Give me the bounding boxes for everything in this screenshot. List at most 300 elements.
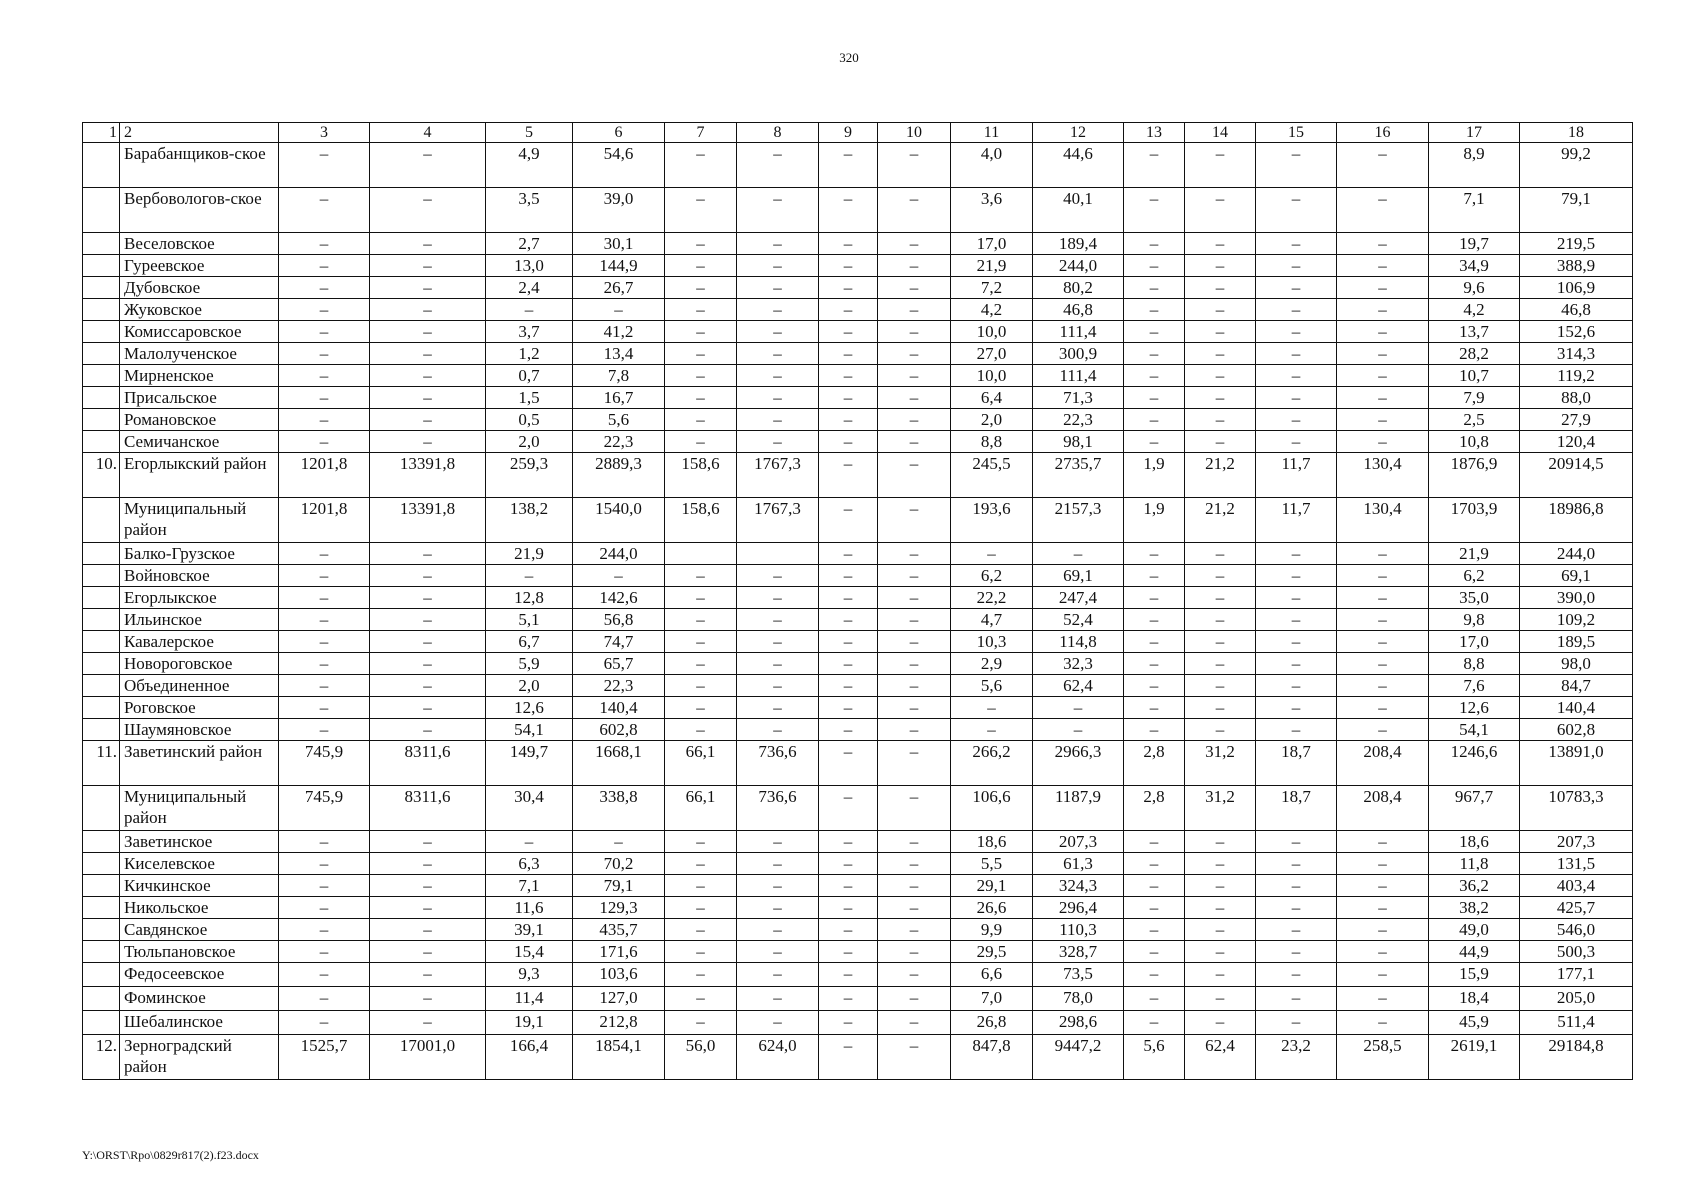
row-number-cell: [83, 653, 120, 675]
value-cell: –: [878, 321, 951, 343]
row-name-cell: Киселевское: [120, 853, 279, 875]
value-cell: –: [878, 675, 951, 697]
value-cell: 602,8: [1520, 719, 1633, 741]
value-cell: –: [665, 321, 737, 343]
value-cell: 8311,6: [370, 741, 486, 786]
value-cell: –: [1256, 875, 1337, 897]
value-cell: 546,0: [1520, 919, 1633, 941]
value-cell: –: [819, 919, 878, 941]
row-number-cell: [83, 498, 120, 543]
value-cell: –: [737, 987, 819, 1011]
value-cell: –: [1256, 587, 1337, 609]
table-row: [83, 786, 1633, 831]
value-cell: –: [370, 941, 486, 963]
value-cell: –: [1185, 255, 1256, 277]
value-cell: –: [1185, 719, 1256, 741]
value-cell: –: [737, 653, 819, 675]
value-cell: 30,1: [573, 233, 665, 255]
value-cell: –: [370, 255, 486, 277]
value-cell: –: [819, 277, 878, 299]
value-cell: 189,5: [1520, 631, 1633, 653]
value-cell: 61,3: [1033, 853, 1124, 875]
value-cell: 208,4: [1337, 741, 1429, 786]
value-cell: –: [1185, 853, 1256, 875]
value-cell: –: [1337, 697, 1429, 719]
value-cell: –: [1337, 875, 1429, 897]
value-cell: –: [1124, 919, 1185, 941]
column-header: 11: [951, 123, 1033, 143]
value-cell: 7,6: [1429, 675, 1520, 697]
value-cell: 247,4: [1033, 587, 1124, 609]
value-cell: –: [370, 1011, 486, 1035]
value-cell: –: [1185, 631, 1256, 653]
row-name-cell: Савдянское: [120, 919, 279, 941]
value-cell: 3,7: [486, 321, 573, 343]
value-cell: 17,0: [951, 233, 1033, 255]
value-cell: –: [486, 299, 573, 321]
value-cell: 8,8: [951, 431, 1033, 453]
value-cell: –: [1124, 431, 1185, 453]
value-cell: 152,6: [1520, 321, 1633, 343]
value-cell: –: [279, 543, 370, 565]
value-cell: –: [1185, 143, 1256, 188]
row-name-cell: Фоминское: [120, 987, 279, 1011]
value-cell: –: [878, 277, 951, 299]
value-cell: –: [878, 987, 951, 1011]
value-cell: –: [370, 587, 486, 609]
value-cell: 39,0: [573, 188, 665, 233]
value-cell: –: [1124, 409, 1185, 431]
value-cell: 11,6: [486, 897, 573, 919]
value-cell: –: [1256, 233, 1337, 255]
value-cell: –: [1337, 587, 1429, 609]
value-cell: 8311,6: [370, 786, 486, 831]
value-cell: –: [370, 409, 486, 431]
value-cell: 4,9: [486, 143, 573, 188]
value-cell: 98,0: [1520, 653, 1633, 675]
value-cell: –: [665, 255, 737, 277]
value-cell: –: [370, 653, 486, 675]
value-cell: –: [878, 233, 951, 255]
row-number-cell: [83, 543, 120, 565]
value-cell: –: [1337, 609, 1429, 631]
value-cell: 5,6: [573, 409, 665, 431]
value-cell: 435,7: [573, 919, 665, 941]
value-cell: –: [737, 609, 819, 631]
table-row: [83, 719, 1633, 741]
value-cell: –: [573, 565, 665, 587]
value-cell: –: [1337, 1011, 1429, 1035]
column-header: 9: [819, 123, 878, 143]
value-cell: –: [1185, 543, 1256, 565]
value-cell: –: [1185, 565, 1256, 587]
value-cell: 13,4: [573, 343, 665, 365]
table-row: [83, 1011, 1633, 1035]
value-cell: 84,7: [1520, 675, 1633, 697]
value-cell: –: [1256, 321, 1337, 343]
value-cell: 13391,8: [370, 498, 486, 543]
row-number-cell: [83, 719, 120, 741]
value-cell: 11,8: [1429, 853, 1520, 875]
value-cell: –: [819, 897, 878, 919]
value-cell: 7,9: [1429, 387, 1520, 409]
value-cell: 2,7: [486, 233, 573, 255]
value-cell: –: [951, 719, 1033, 741]
value-cell: –: [370, 343, 486, 365]
row-name-cell: Егорлыкское: [120, 587, 279, 609]
value-cell: –: [819, 941, 878, 963]
value-cell: –: [878, 941, 951, 963]
value-cell: –: [1124, 609, 1185, 631]
row-number-cell: [83, 587, 120, 609]
value-cell: –: [1185, 697, 1256, 719]
value-cell: –: [1124, 387, 1185, 409]
value-cell: 847,8: [951, 1035, 1033, 1080]
value-cell: –: [370, 963, 486, 987]
value-cell: –: [1256, 697, 1337, 719]
value-cell: 54,6: [573, 143, 665, 188]
header-row: [83, 123, 1633, 143]
row-number-cell: [83, 897, 120, 919]
value-cell: –: [665, 631, 737, 653]
row-name-cell: Комиссаровское: [120, 321, 279, 343]
value-cell: 4,2: [1429, 299, 1520, 321]
row-name-cell: Присальское: [120, 387, 279, 409]
value-cell: 26,8: [951, 1011, 1033, 1035]
value-cell: 111,4: [1033, 365, 1124, 387]
value-cell: –: [1185, 299, 1256, 321]
value-cell: –: [1185, 343, 1256, 365]
value-cell: 6,6: [951, 963, 1033, 987]
value-cell: 208,4: [1337, 786, 1429, 831]
table-row: [83, 565, 1633, 587]
value-cell: –: [878, 365, 951, 387]
value-cell: –: [279, 143, 370, 188]
value-cell: 26,7: [573, 277, 665, 299]
value-cell: –: [737, 277, 819, 299]
value-cell: –: [819, 875, 878, 897]
value-cell: 5,5: [951, 853, 1033, 875]
value-cell: –: [737, 431, 819, 453]
value-cell: –: [370, 299, 486, 321]
value-cell: –: [1185, 941, 1256, 963]
value-cell: 79,1: [1520, 188, 1633, 233]
footer-file-path: Y:\ORST\Rpo\0829r817(2).f23.docx: [82, 1148, 259, 1162]
value-cell: 1,9: [1124, 453, 1185, 498]
value-cell: 2,8: [1124, 786, 1185, 831]
value-cell: –: [878, 786, 951, 831]
value-cell: –: [1337, 409, 1429, 431]
value-cell: 140,4: [573, 697, 665, 719]
value-cell: 9447,2: [1033, 1035, 1124, 1080]
value-cell: 62,4: [1185, 1035, 1256, 1080]
value-cell: –: [1256, 853, 1337, 875]
value-cell: –: [370, 233, 486, 255]
value-cell: 8,8: [1429, 653, 1520, 675]
value-cell: –: [486, 831, 573, 853]
value-cell: 2157,3: [1033, 498, 1124, 543]
value-cell: –: [819, 831, 878, 853]
value-cell: 18,7: [1256, 741, 1337, 786]
data-table-container: [82, 122, 1633, 1080]
table-row: [83, 609, 1633, 631]
value-cell: –: [279, 387, 370, 409]
value-cell: –: [878, 431, 951, 453]
row-number-cell: [83, 277, 120, 299]
value-cell: –: [1185, 233, 1256, 255]
value-cell: 171,6: [573, 941, 665, 963]
value-cell: –: [737, 299, 819, 321]
value-cell: –: [1256, 831, 1337, 853]
value-cell: –: [1185, 387, 1256, 409]
value-cell: –: [279, 431, 370, 453]
value-cell: –: [1256, 365, 1337, 387]
table-row: [83, 277, 1633, 299]
value-cell: –: [819, 233, 878, 255]
value-cell: –: [1337, 188, 1429, 233]
value-cell: 3,5: [486, 188, 573, 233]
value-cell: 144,9: [573, 255, 665, 277]
value-cell: –: [1256, 631, 1337, 653]
column-header: 4: [370, 123, 486, 143]
value-cell: –: [1337, 233, 1429, 255]
value-cell: –: [279, 697, 370, 719]
value-cell: 0,5: [486, 409, 573, 431]
row-name-cell: Егорлыкский район: [120, 453, 279, 498]
row-name-cell: Тюльпановское: [120, 941, 279, 963]
value-cell: –: [1256, 387, 1337, 409]
row-number-cell: [83, 697, 120, 719]
value-cell: –: [279, 631, 370, 653]
value-cell: 12,6: [486, 697, 573, 719]
value-cell: 46,8: [1033, 299, 1124, 321]
row-name-cell: Гуреевское: [120, 255, 279, 277]
value-cell: 120,4: [1520, 431, 1633, 453]
row-number-cell: [83, 786, 120, 831]
value-cell: 21,2: [1185, 453, 1256, 498]
value-cell: –: [878, 631, 951, 653]
value-cell: 244,0: [1520, 543, 1633, 565]
value-cell: –: [1337, 719, 1429, 741]
row-number-cell: [83, 875, 120, 897]
value-cell: 425,7: [1520, 897, 1633, 919]
value-cell: –: [1256, 543, 1337, 565]
value-cell: –: [1256, 653, 1337, 675]
value-cell: –: [1185, 431, 1256, 453]
value-cell: 127,0: [573, 987, 665, 1011]
value-cell: –: [737, 853, 819, 875]
value-cell: 624,0: [737, 1035, 819, 1080]
value-cell: –: [1256, 919, 1337, 941]
value-cell: –: [1256, 1011, 1337, 1035]
row-number-cell: [83, 143, 120, 188]
value-cell: –: [1124, 631, 1185, 653]
value-cell: –: [279, 365, 370, 387]
value-cell: 4,2: [951, 299, 1033, 321]
row-name-cell: Муниципальный район: [120, 786, 279, 831]
value-cell: 6,7: [486, 631, 573, 653]
value-cell: 1540,0: [573, 498, 665, 543]
value-cell: –: [1256, 143, 1337, 188]
value-cell: –: [737, 719, 819, 741]
value-cell: 140,4: [1520, 697, 1633, 719]
value-cell: –: [486, 565, 573, 587]
value-cell: –: [1185, 897, 1256, 919]
value-cell: 56,0: [665, 1035, 737, 1080]
value-cell: –: [279, 409, 370, 431]
value-cell: 39,1: [486, 919, 573, 941]
row-number-cell: [83, 853, 120, 875]
value-cell: 56,8: [573, 609, 665, 631]
table-row: [83, 897, 1633, 919]
value-cell: –: [1124, 675, 1185, 697]
value-cell: –: [737, 919, 819, 941]
value-cell: 2735,7: [1033, 453, 1124, 498]
value-cell: 69,1: [1520, 565, 1633, 587]
value-cell: 130,4: [1337, 453, 1429, 498]
value-cell: 2619,1: [1429, 1035, 1520, 1080]
value-cell: 149,7: [486, 741, 573, 786]
value-cell: –: [878, 587, 951, 609]
value-cell: –: [878, 919, 951, 941]
value-cell: –: [878, 963, 951, 987]
row-number-cell: [83, 963, 120, 987]
value-cell: 13891,0: [1520, 741, 1633, 786]
value-cell: –: [370, 387, 486, 409]
value-cell: –: [819, 543, 878, 565]
value-cell: –: [665, 277, 737, 299]
value-cell: 7,0: [951, 987, 1033, 1011]
value-cell: 10,3: [951, 631, 1033, 653]
value-cell: –: [819, 675, 878, 697]
row-name-cell: Кавалерское: [120, 631, 279, 653]
value-cell: –: [665, 897, 737, 919]
row-name-cell: Ильинское: [120, 609, 279, 631]
value-cell: 2,0: [951, 409, 1033, 431]
value-cell: –: [819, 365, 878, 387]
value-cell: –: [1124, 1011, 1185, 1035]
row-number-cell: [83, 919, 120, 941]
value-cell: 328,7: [1033, 941, 1124, 963]
value-cell: 2966,3: [1033, 741, 1124, 786]
table-row: [83, 188, 1633, 233]
value-cell: –: [1185, 587, 1256, 609]
value-cell: 26,6: [951, 897, 1033, 919]
value-cell: 119,2: [1520, 365, 1633, 387]
value-cell: –: [279, 343, 370, 365]
value-cell: –: [279, 565, 370, 587]
value-cell: 324,3: [1033, 875, 1124, 897]
column-header: 5: [486, 123, 573, 143]
value-cell: –: [737, 1011, 819, 1035]
table-row: [83, 853, 1633, 875]
value-cell: –: [1033, 719, 1124, 741]
value-cell: –: [279, 587, 370, 609]
row-number-cell: [83, 987, 120, 1011]
value-cell: –: [819, 188, 878, 233]
value-cell: 7,1: [1429, 188, 1520, 233]
value-cell: –: [737, 963, 819, 987]
value-cell: 6,4: [951, 387, 1033, 409]
table-row: [83, 941, 1633, 963]
table-row: [83, 409, 1633, 431]
value-cell: –: [819, 697, 878, 719]
table-row: [83, 321, 1633, 343]
value-cell: –: [279, 1011, 370, 1035]
value-cell: –: [878, 299, 951, 321]
value-cell: –: [1033, 543, 1124, 565]
value-cell: –: [819, 565, 878, 587]
value-cell: –: [819, 786, 878, 831]
row-name-cell: Войновское: [120, 565, 279, 587]
value-cell: 8,9: [1429, 143, 1520, 188]
value-cell: –: [819, 587, 878, 609]
value-cell: –: [878, 143, 951, 188]
column-header: 15: [1256, 123, 1337, 143]
value-cell: 17001,0: [370, 1035, 486, 1080]
value-cell: –: [878, 409, 951, 431]
row-name-cell: Новороговское: [120, 653, 279, 675]
value-cell: 19,7: [1429, 233, 1520, 255]
value-cell: –: [370, 143, 486, 188]
value-cell: 19,1: [486, 1011, 573, 1035]
value-cell: –: [1124, 255, 1185, 277]
value-cell: –: [370, 697, 486, 719]
value-cell: 22,3: [1033, 409, 1124, 431]
value-cell: 2,5: [1429, 409, 1520, 431]
value-cell: 66,1: [665, 786, 737, 831]
value-cell: –: [370, 277, 486, 299]
value-cell: 1,2: [486, 343, 573, 365]
value-cell: 10,0: [951, 365, 1033, 387]
table-row: [83, 365, 1633, 387]
value-cell: –: [1337, 987, 1429, 1011]
value-cell: –: [279, 897, 370, 919]
value-cell: –: [819, 409, 878, 431]
value-cell: –: [1337, 919, 1429, 941]
value-cell: 7,2: [951, 277, 1033, 299]
value-cell: 35,0: [1429, 587, 1520, 609]
value-cell: 114,8: [1033, 631, 1124, 653]
value-cell: 266,2: [951, 741, 1033, 786]
value-cell: 20914,5: [1520, 453, 1633, 498]
page-number: 320: [839, 50, 859, 65]
value-cell: –: [819, 609, 878, 631]
value-cell: 207,3: [1033, 831, 1124, 853]
value-cell: –: [1337, 543, 1429, 565]
row-number-cell: [83, 1011, 120, 1035]
value-cell: –: [737, 233, 819, 255]
value-cell: 205,0: [1520, 987, 1633, 1011]
value-cell: –: [878, 653, 951, 675]
value-cell: –: [1256, 941, 1337, 963]
value-cell: –: [878, 387, 951, 409]
value-cell: –: [665, 387, 737, 409]
value-cell: 259,3: [486, 453, 573, 498]
value-cell: 131,5: [1520, 853, 1633, 875]
value-cell: –: [878, 565, 951, 587]
value-cell: 29,1: [951, 875, 1033, 897]
value-cell: –: [1337, 299, 1429, 321]
row-name-cell: Заветинский район: [120, 741, 279, 786]
value-cell: –: [1256, 188, 1337, 233]
row-name-cell: Семичанское: [120, 431, 279, 453]
value-cell: 745,9: [279, 741, 370, 786]
value-cell: 2889,3: [573, 453, 665, 498]
value-cell: –: [370, 875, 486, 897]
value-cell: –: [1124, 543, 1185, 565]
value-cell: 967,7: [1429, 786, 1520, 831]
